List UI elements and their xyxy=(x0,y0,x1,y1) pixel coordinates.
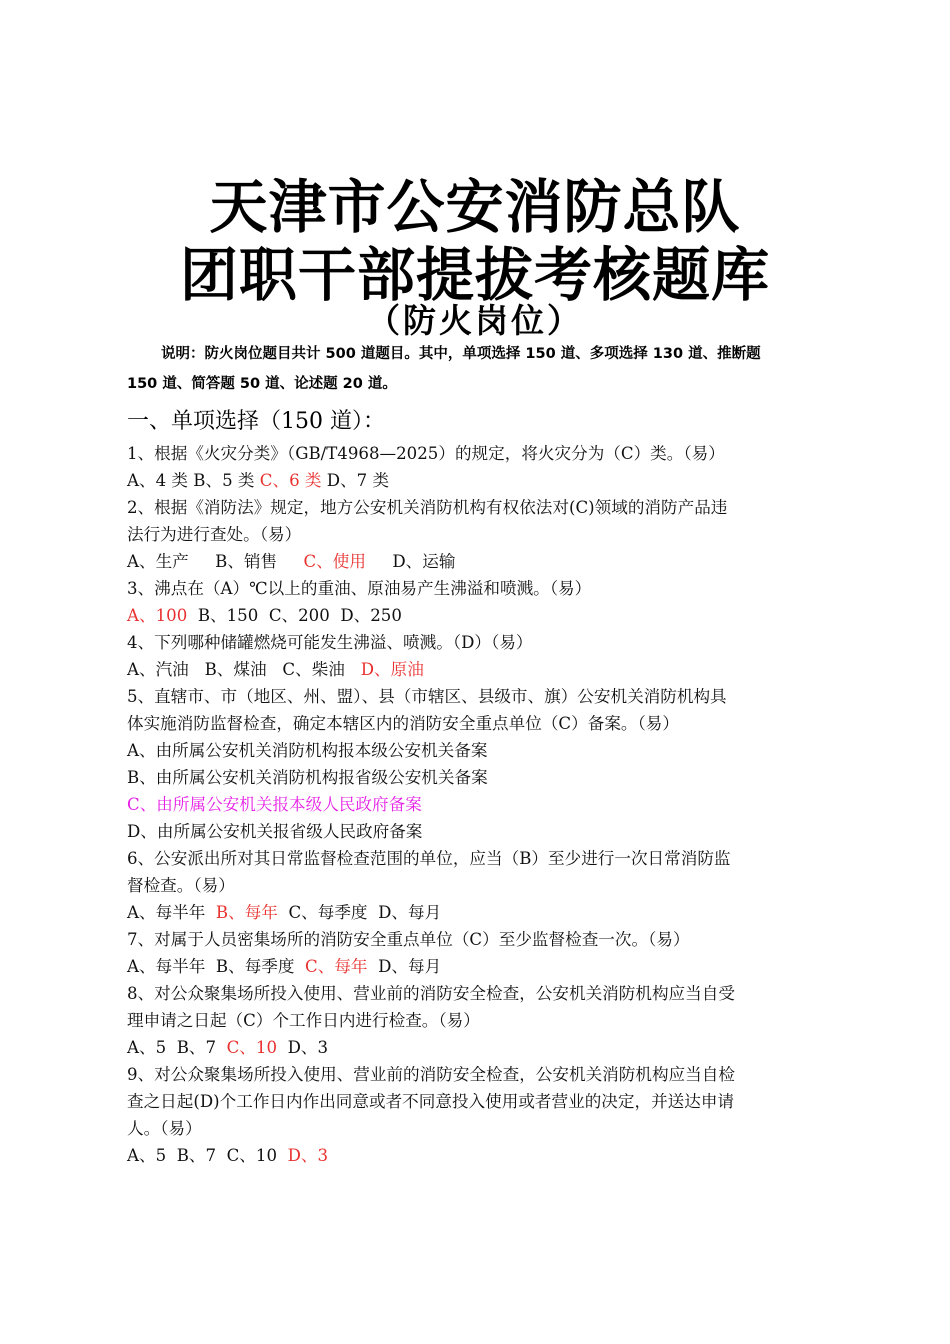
question-5-option-c-answer: C、由所属公安机关报本级人民政府备案 xyxy=(127,795,422,814)
option-d: D、250 xyxy=(340,606,402,625)
question-8-options xyxy=(127,1034,835,1061)
question-5-option-b: B、由所属公安机关消防机构报省级公安机关备案 xyxy=(127,768,488,787)
option-b: B、5 类 xyxy=(193,471,260,490)
option-a: A、每半年 xyxy=(127,957,216,976)
option-a: A、生产 xyxy=(127,552,216,571)
title-line-1: 天津市公安消防总队 xyxy=(209,173,741,241)
question-6-text-1: 6、公安派出所对其日常监督检查范围的单位，应当（B）至少进行一次日常消防监 xyxy=(127,849,731,868)
question-2-text-1: 2、根据《消防法》规定，地方公安机关消防机构有权依法对(C)领域的消防产品违 xyxy=(127,498,728,517)
option-b-answer: B、每年 xyxy=(215,903,289,922)
option-d-answer: D、3 xyxy=(287,1146,329,1165)
question-4-text: 4、下列哪种储罐燃烧可能发生沸溢、喷溅。（D）（易） xyxy=(127,633,533,652)
note-line-2: 150 道、简答题 50 道、论述题 20 道。 xyxy=(127,376,397,392)
question-7-text: 7、对属于人员密集场所的消防安全重点单位（C）至少监督检查一次。（易） xyxy=(127,930,690,949)
question-8-text-2: 理申请之日起（C）个工作日内进行检查。（易） xyxy=(127,1011,480,1030)
option-b: B、150 xyxy=(197,606,269,625)
question-5-option-a: A、由所属公安机关消防机构报本级公安机关备案 xyxy=(127,741,488,760)
title-line-2: 团职干部提拔考核题库 xyxy=(179,241,770,309)
question-5-text-2: 体实施消防监督检查，确定本辖区内的消防安全重点单位（C）备案。（易） xyxy=(127,714,679,733)
section-title: 一、单项选择（150 道）： xyxy=(127,409,385,434)
question-2-options xyxy=(127,548,835,575)
instructions-note xyxy=(127,339,835,399)
question-9-text-2: 查之日起(D)个工作日内作出同意或者不同意投入使用或者营业的决定，并送达申请 xyxy=(127,1092,735,1111)
option-d: D、每月 xyxy=(378,903,442,922)
option-b: B、7 xyxy=(176,1146,227,1165)
option-d: D、运输 xyxy=(392,552,456,571)
question-5-option-d: D、由所属公安机关报省级人民政府备案 xyxy=(127,822,423,841)
option-a: A、每半年 xyxy=(127,903,216,922)
option-a: A、4 类 xyxy=(127,471,194,490)
question-3-options xyxy=(127,602,835,629)
option-c-answer: C、6 类 xyxy=(259,471,327,490)
note-line-1: 说明：防火岗位题目共计 500 道题目。其中，单项选择 150 道、多项选择 130 道、推断题 xyxy=(161,346,761,362)
option-c: C、200 xyxy=(268,606,341,625)
question-6-text-2: 督检查。（易） xyxy=(127,876,235,895)
option-a: A、汽油 xyxy=(127,660,205,679)
question-1-options xyxy=(127,467,835,494)
question-2-text-2: 法行为进行查处。（易） xyxy=(127,525,302,544)
question-9-text-1: 9、对公众聚集场所投入使用、营业前的消防安全检查，公安机关消防机构应当自检 xyxy=(127,1065,735,1084)
question-9-text-3: 人。（易） xyxy=(127,1119,202,1138)
question-5-text-1: 5、直辖市、市（地区、州、盟）、县（市辖区、县级市、旗）公安机关消防机构具 xyxy=(127,687,727,706)
question-list xyxy=(127,440,835,1169)
question-9-options xyxy=(127,1142,835,1169)
question-6-options xyxy=(127,899,835,926)
question-8-text-1: 8、对公众聚集场所投入使用、营业前的消防安全检查，公安机关消防机构应当自受 xyxy=(127,984,735,1003)
option-c-answer: C、10 xyxy=(226,1038,288,1057)
option-c: C、柴油 xyxy=(282,660,361,679)
option-c: C、10 xyxy=(226,1146,288,1165)
option-b: B、7 xyxy=(176,1038,227,1057)
option-a-answer: A、100 xyxy=(127,606,198,625)
option-c-answer: C、使用 xyxy=(303,552,393,571)
title-line-3: （防火岗位） xyxy=(367,301,583,340)
option-a: A、5 xyxy=(127,1038,177,1057)
question-7-options xyxy=(127,953,835,980)
option-b: B、销售 xyxy=(215,552,304,571)
option-d: D、3 xyxy=(287,1038,329,1057)
option-c-answer: C、每年 xyxy=(305,957,379,976)
question-4-options xyxy=(127,656,835,683)
option-b: B、每季度 xyxy=(215,957,306,976)
option-a: A、5 xyxy=(127,1146,177,1165)
option-d-answer: D、原油 xyxy=(360,660,424,679)
option-b: B、煤油 xyxy=(204,660,283,679)
question-3-text: 3、沸点在（A）℃以上的重油、原油易产生沸溢和喷溅。（易） xyxy=(127,579,592,598)
option-d: D、7 类 xyxy=(326,471,390,490)
question-1-text: 1、根据《火灾分类》（GB/T4968—2025）的规定，将火灾分为（C）类。（易） xyxy=(127,444,725,463)
option-d: D、每月 xyxy=(378,957,442,976)
option-c: C、每季度 xyxy=(288,903,379,922)
